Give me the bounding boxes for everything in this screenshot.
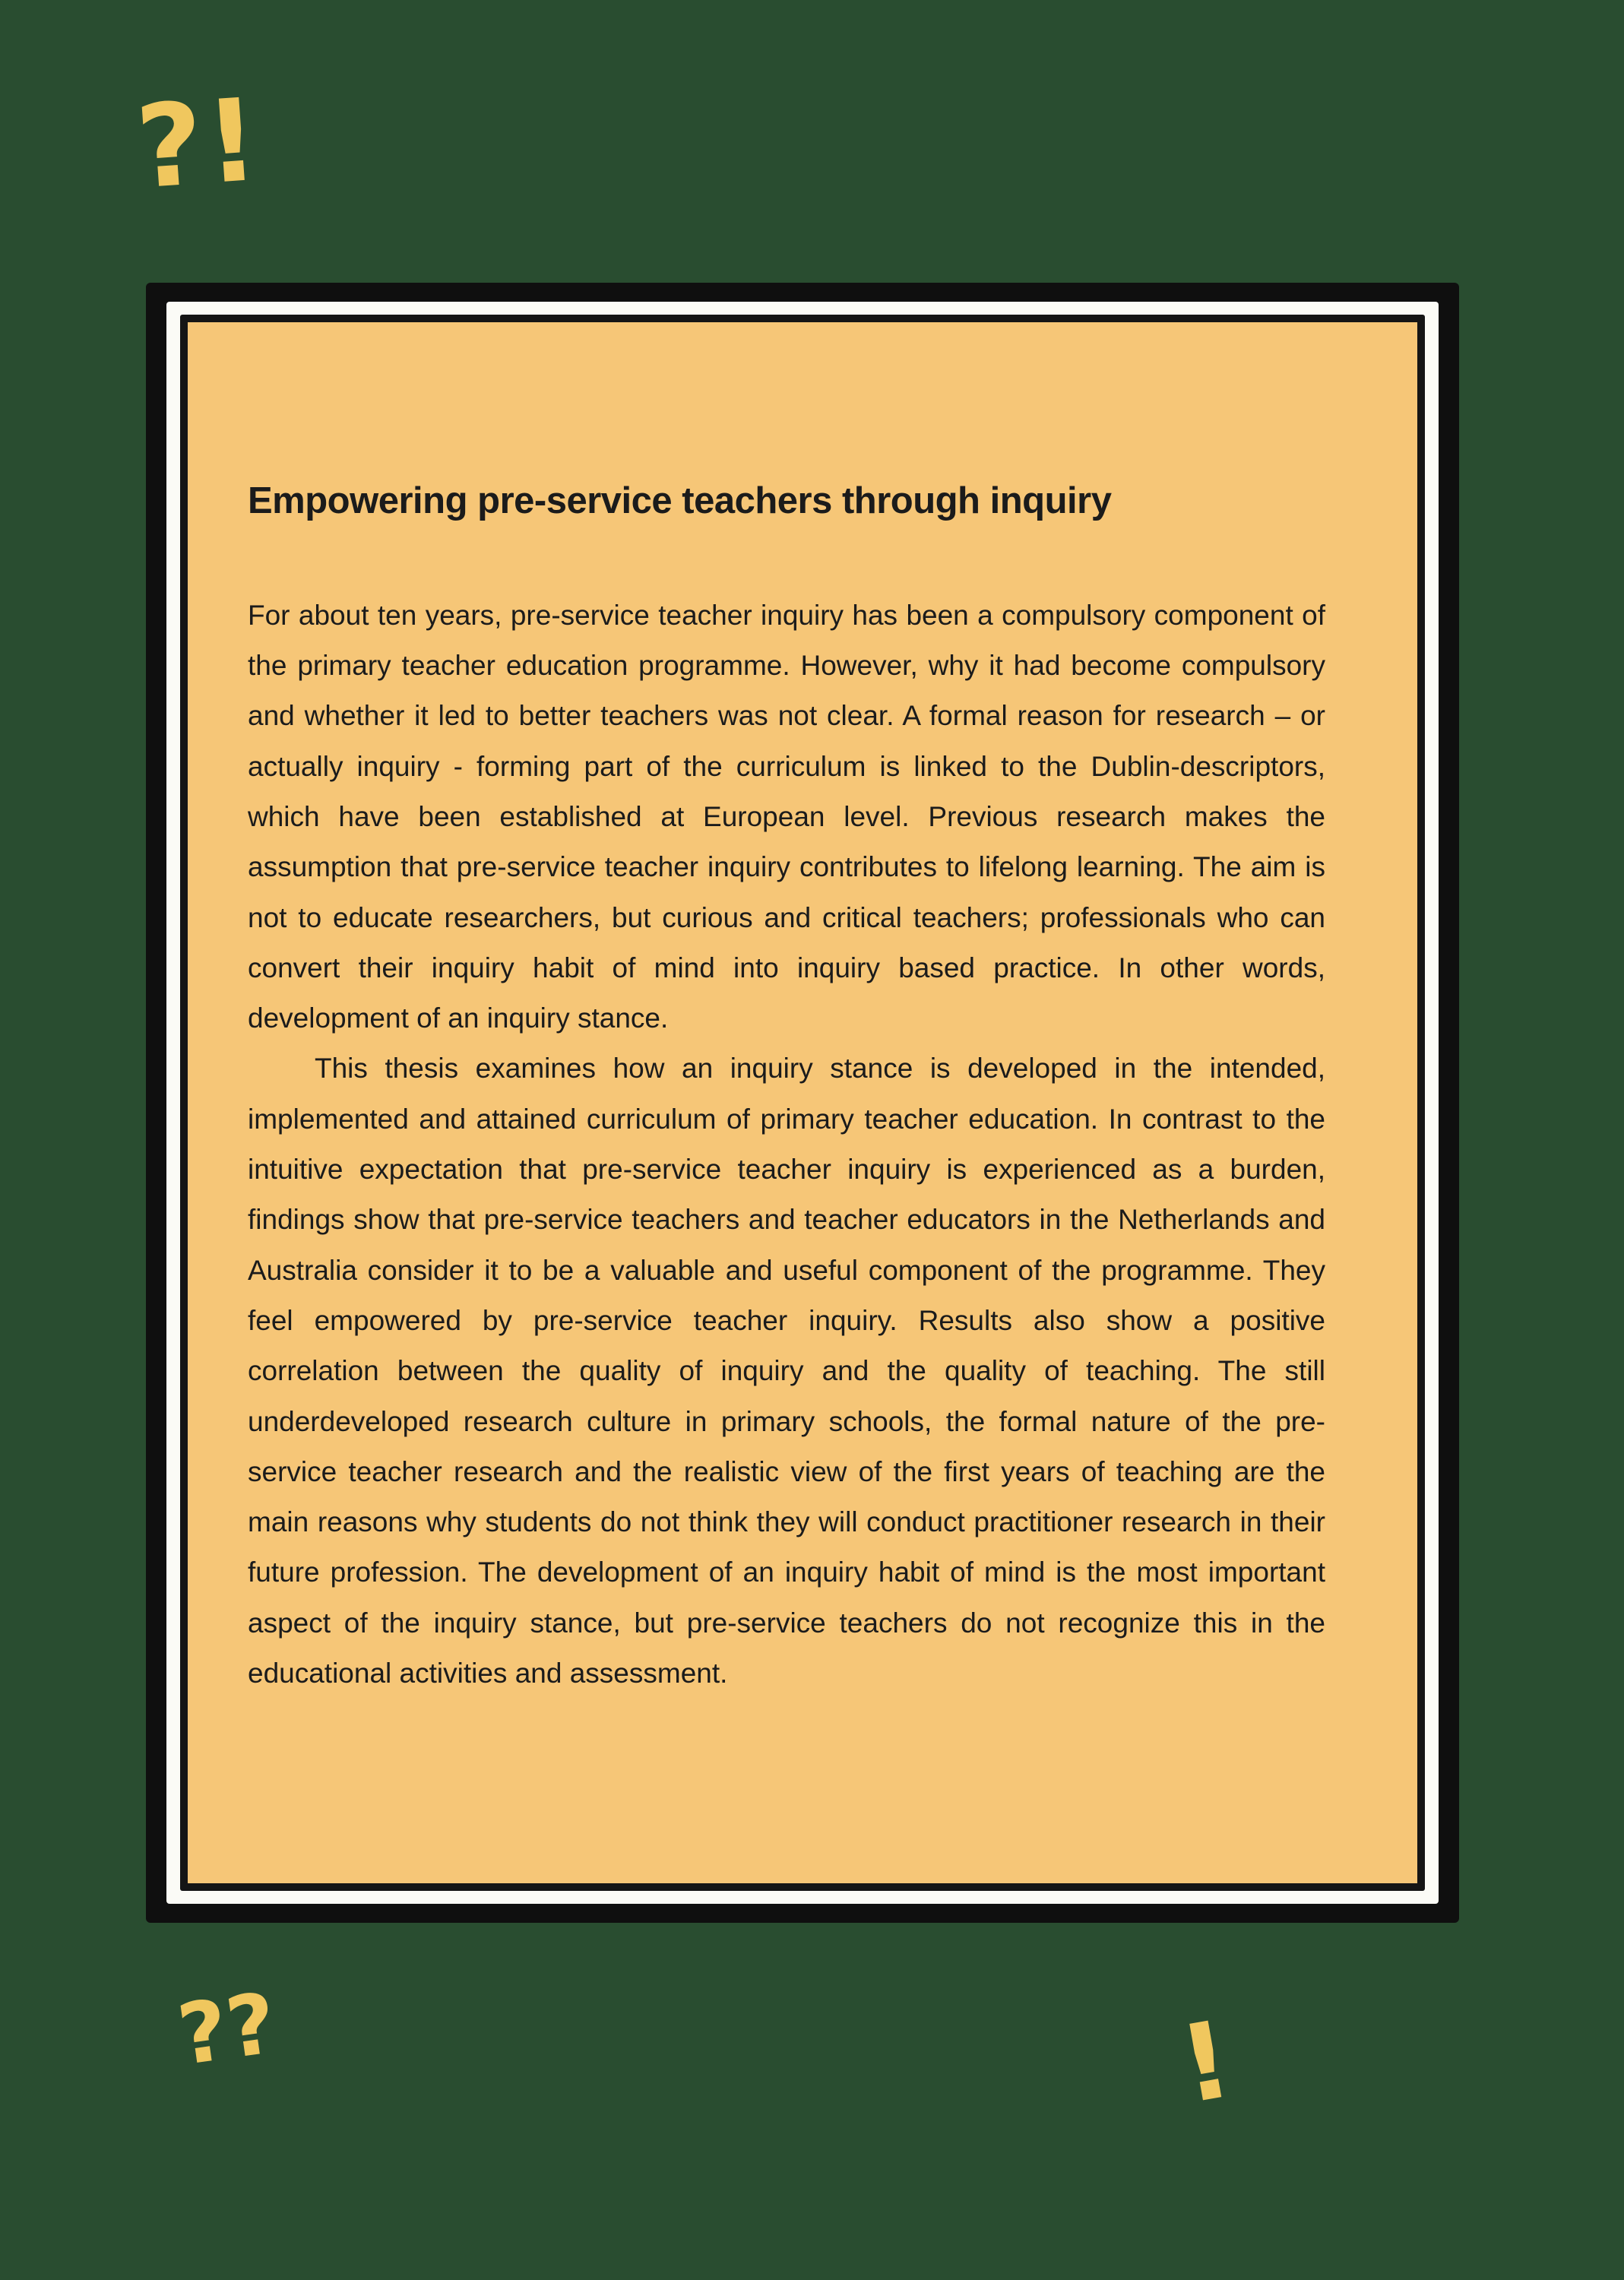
abstract-paragraph-2: This thesis examines how an inquiry stance is developed in the intended, implemented and attained curriculum of primary teacher education. In contrast to the intuitive expectation that pre-service teacher inquiry is experienced as a burden, findings show that pre-service teachers and teacher educators in the Netherlands and Australia consider it to be a valuable and useful component of the programme. They feel empowered by pre-service teacher inquiry. Results also show a positive correlation between the quality of inquiry and the quality of teaching. The still underdeveloped research culture in primary schools, the formal nature of the pre-service teacher research and the realistic view of the first years of teaching are the main reasons why students do not think they will conduct practitioner research in their future profession. The development of an inquiry habit of mind is the most important aspect of the inquiry stance, but pre-service teachers do not recognize this in the educational activities and assessment. bbox=[248, 1053, 1325, 1689]
card-content bbox=[248, 479, 1325, 1699]
question-exclamation-decoration: ?! bbox=[132, 74, 266, 215]
exclamation-decoration: ! bbox=[1171, 1997, 1241, 2129]
double-question-decoration: ?? bbox=[172, 1974, 282, 2085]
page-title: Empowering pre-service teachers through inquiry bbox=[248, 480, 1112, 521]
abstract-paragraph-1: For about ten years, pre-service teacher inquiry has been a compulsory component of the primary teacher education programme. However, why it had become compulsory and whether it led to better teachers was not clear. A formal reason for research – or actually inquiry - forming part of the curriculum is linked to the Dublin-descriptors, which have been established at European level. Previous research makes the assumption that pre-service teacher inquiry contributes to lifelong learning. The aim is not to educate researchers, but curious and critical teachers; professionals who can convert their inquiry habit of mind into inquiry based practice. In other words, development of an inquiry stance. bbox=[248, 599, 1325, 1034]
